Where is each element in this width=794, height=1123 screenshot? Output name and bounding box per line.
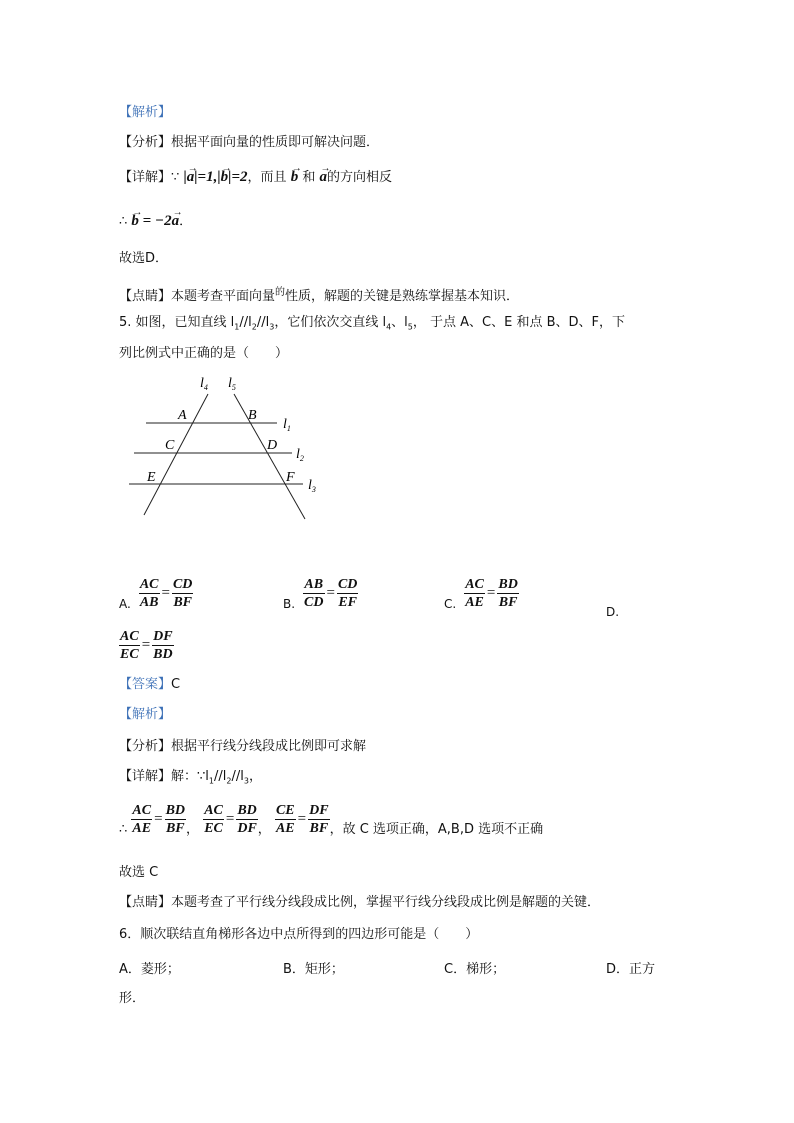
condition-text1: ，而且: [247, 170, 287, 185]
q6-option-d-wrap: 形．: [119, 991, 146, 1006]
q5-analysis: 【分析】根据平行线分线段成比例即可求解: [119, 739, 367, 754]
q4-remark: [119, 284, 519, 306]
analysis-tag: 【分析】: [119, 135, 172, 150]
q5-stem-line2: 列比例式中正确的是（ ）: [119, 346, 289, 361]
q6-option-c[interactable]: C．梯形；: [444, 962, 506, 977]
line-l4: [144, 394, 208, 515]
q5-ratio-line: ∴ $\frac{AC}{AE}$ = $\frac{BD}{BF}$ ， $\frac{AC}{EC}$ = $\frac{BD}{DF}$ ， $\frac{CE}{AE}$ = $\frac{DF}{BF}$ ，故 C 选项正确，A,B,D 选项不正确: [119, 803, 544, 837]
label-l2: $l_2$: [296, 447, 304, 463]
q4-choose: 故选D．: [119, 251, 169, 266]
q4-detail: [119, 163, 392, 187]
therefore-symbol: ∴: [119, 214, 128, 229]
point-C: C: [165, 438, 175, 453]
vector-norm-condition: |a → |=1,|b → |=2: [183, 163, 248, 185]
remark-text-b: 性质，解题的关键是熟练掌握基本知识．: [285, 289, 520, 304]
line-l5: [234, 394, 305, 519]
q4-result: [119, 207, 193, 231]
option-b[interactable]: B. $\frac{AB}{CD}$ = $\frac{CD}{EF}$: [283, 577, 358, 611]
result-equation: b → = −2a →: [131, 207, 183, 229]
result-period: ．: [179, 214, 193, 229]
vector-a: a →: [319, 163, 331, 185]
jiexi-heading: 【解析】: [119, 105, 172, 120]
q6-stem: 6．顺次联结直角梯形各边中点所得到的四边形可能是（ ）: [119, 927, 479, 942]
vector-b: b →: [290, 163, 302, 185]
remark-superscript: 的: [275, 287, 286, 298]
q6-option-b[interactable]: B．矩形；: [283, 962, 344, 977]
option-a[interactable]: A. $\frac{AC}{AB}$ = $\frac{CD}{BF}$: [119, 577, 193, 611]
label-l1: $l_1$: [283, 417, 291, 433]
option-d[interactable]: $\frac{AC}{EC}$ = $\frac{DF}{BD}$: [120, 629, 173, 662]
q5-choose: 故选 C: [119, 865, 159, 880]
q5-answer: [119, 676, 180, 694]
point-D: D: [267, 438, 278, 453]
answer-tag: 【答案】: [119, 677, 172, 692]
analysis-text: 根据平面向量的性质即可解决问题．: [171, 135, 380, 150]
q5-jiexi-heading: 【解析】: [119, 707, 172, 722]
remark-tag: 【点睛】: [119, 289, 172, 304]
condition-text3: 的方向相反: [326, 170, 392, 185]
q6-option-a[interactable]: A．菱形；: [119, 962, 180, 977]
point-B: B: [248, 408, 257, 423]
detail-tag: 【详解】: [119, 170, 172, 185]
answer-value: C: [171, 677, 181, 692]
point-A: A: [178, 408, 187, 423]
q6-option-d[interactable]: D．正方: [606, 962, 656, 977]
point-F: F: [286, 470, 295, 485]
point-E: E: [147, 470, 156, 485]
remark-text-a: 本题考查平面向量: [171, 289, 276, 304]
option-c[interactable]: C. $\frac{AC}{AE}$ = $\frac{BD}{BF}$: [444, 577, 518, 611]
label-l4: $l_4$: [200, 376, 208, 392]
q5-stem-line1: 5. 如图，已知直线 $l_1//l_2//l_3$，它们依次交直线 $l_4$、$l_5$， 于点 A、C、E 和点 B、D、F，下: [119, 315, 625, 332]
condition-text2: 和: [302, 170, 316, 185]
q5-detail: 【详解】解：$\because l_1//l_2//l_3$，: [119, 769, 262, 786]
label-l3: $l_3$: [308, 478, 316, 494]
because-symbol: ∵: [171, 170, 180, 185]
q4-analysis: [119, 134, 379, 152]
label-l5: $l_5$: [228, 376, 236, 392]
parallel-lines-figure: [120, 372, 330, 522]
option-d-label[interactable]: D.: [606, 605, 620, 619]
q5-remark: 【点睛】本题考查了平行线分线段成比例，掌握平行线分线段成比例是解题的关键．: [119, 895, 601, 910]
therefore-symbol-q5: ∴: [119, 822, 128, 837]
